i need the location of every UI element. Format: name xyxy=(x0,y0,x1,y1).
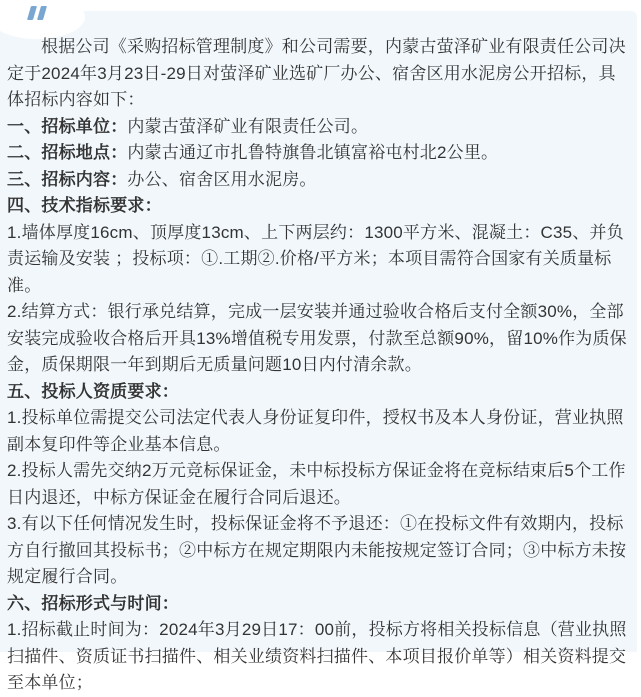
section-text: 内蒙古通辽市扎鲁特旗鲁北镇富裕屯村北2公里。 xyxy=(127,143,499,162)
section-label: 一、招标单位： xyxy=(7,116,128,136)
section-text: 1.投标单位需提交公司法定代表人身份证复印件，授权书及本人身份证，营业执照副本复印件等企业基本信息。 xyxy=(7,408,624,454)
quote-bar xyxy=(27,6,37,20)
section-text: 办公、宿舍区用水泥房。 xyxy=(127,169,317,189)
paragraph-technical-spec-1 xyxy=(7,220,627,300)
section-text: 1.招标截止时间为：2024年3月29日17：00前，投标方将相关投标信息（营业执照扫描件、资质证书扫描件、相关业绩资料扫描件、本项目报价单等）相关资料提交至本单位； xyxy=(7,620,627,692)
section-heading-tender-form-time xyxy=(7,591,627,618)
section-tender-content xyxy=(7,167,627,194)
section-label: 四、技术指标要求： xyxy=(7,196,162,215)
section-label: 二、招标地点： xyxy=(7,143,128,162)
section-text: 内蒙古萤泽矿业有限责任公司。 xyxy=(127,116,369,136)
paragraph-qualification-3 xyxy=(7,511,627,591)
section-text: 1.墙体厚度16cm、顶厚度13cm、上下两层约：1300平方米、混凝土：C35、并负责运输及安装 ；投标项：①.工期②.价格/平方米；本项目需符合国家有关质量标准。 xyxy=(7,222,624,295)
paragraph-deadline xyxy=(7,617,627,697)
section-tender-location xyxy=(7,140,627,167)
section-label: 五、投标人资质要求： xyxy=(7,381,179,401)
section-label: 六、招标形式与时间： xyxy=(7,593,179,613)
section-text: 3.有以下任何情况发生时，投标保证金将不予退还：①在投标文件有效期内，投标方自行撤回其投标书；②中标方在规定期限内未能按规定签订合同；③中标方未按规定履行合同。 xyxy=(7,514,627,586)
section-heading-bidder-qualifications xyxy=(7,379,627,406)
paragraph-qualification-2 xyxy=(7,458,627,511)
tender-notice-body xyxy=(7,34,627,697)
paragraph-qualification-1 xyxy=(7,405,627,458)
paragraph-settlement-method xyxy=(7,299,627,379)
section-label: 三、招标内容： xyxy=(7,169,128,189)
tender-notice-card xyxy=(0,11,637,692)
section-heading-technical-requirements xyxy=(7,193,627,220)
section-text: 2.投标人需先交纳2万元竞标保证金，未中标投标方保证金将在竞标结束后5个工作日内退还，中标方保证金在履行合同后退还。 xyxy=(7,461,626,507)
section-text: 2.结算方式：银行承兑结算，完成一层安装并通过验收合格后支付全额30%，全部安装完成验收合格后开具13%增值税专用发票，付款至总额90%，留10%作为质保金，质保期限一年到期后无质量问题10日内付清余款。 xyxy=(7,302,627,374)
intro-paragraph: 根据公司《采购招标管理制度》和公司需要，内蒙古萤泽矿业有限责任公司决定于2024年3月23日-29日对萤泽矿业选矿厂办公、宿舍区用水泥房公开招标，具体招标内容如下： xyxy=(7,37,626,109)
section-tender-unit xyxy=(7,114,627,141)
quote-bar xyxy=(37,6,47,20)
open-quote-icon xyxy=(27,6,49,21)
